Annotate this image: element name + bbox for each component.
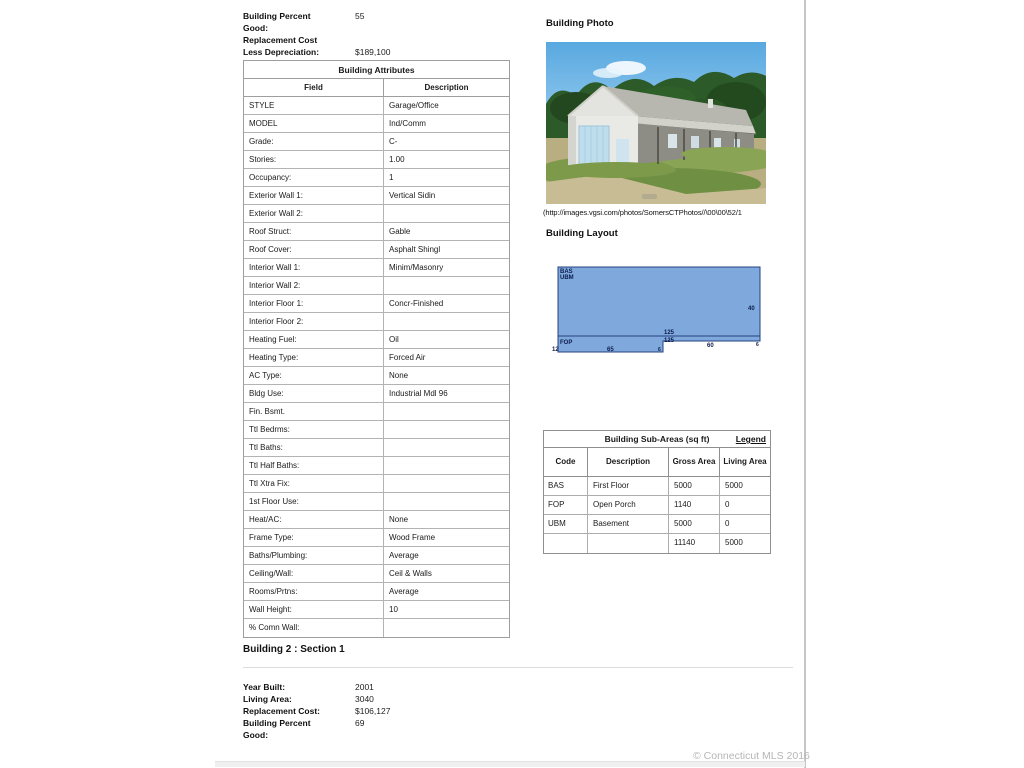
layout-dim-seg-left: 65 bbox=[607, 347, 614, 353]
field-cell: Ceiling/Wall: bbox=[244, 565, 384, 582]
table-row bbox=[244, 529, 509, 547]
code-cell: UBM bbox=[544, 515, 588, 533]
info-row bbox=[243, 693, 503, 705]
info-label: Building Percent Good: bbox=[243, 718, 311, 740]
living-area-cell: 0 bbox=[725, 500, 730, 509]
table-row bbox=[544, 477, 770, 496]
field-cell: AC Type: bbox=[244, 367, 384, 384]
building-attributes-table bbox=[243, 60, 510, 638]
table-row bbox=[244, 349, 509, 367]
field-cell: % Comn Wall: bbox=[244, 619, 384, 637]
layout-dim-depth-step: 6 bbox=[658, 347, 661, 353]
summary-label: Replacement Cost Less Depreciation: bbox=[243, 35, 320, 57]
value-cell: 10 bbox=[389, 605, 398, 614]
value-cell bbox=[384, 493, 509, 510]
field-cell: Occupancy: bbox=[244, 169, 384, 186]
building-layout-sketch bbox=[552, 262, 767, 357]
info-row bbox=[243, 681, 503, 693]
value-cell: Ceil & Walls bbox=[389, 569, 432, 578]
column-header-description: Description bbox=[424, 83, 469, 92]
value-cell: None bbox=[389, 371, 409, 380]
gross-area-total-cell: 11140 bbox=[669, 534, 720, 553]
field-cell: Baths/Plumbing: bbox=[244, 547, 384, 564]
summary-label: Building Percent Good: bbox=[243, 11, 311, 33]
field-cell: Frame Type: bbox=[244, 529, 384, 546]
table-row bbox=[244, 331, 509, 349]
value-cell: Gable bbox=[389, 227, 411, 236]
table-row bbox=[244, 115, 509, 133]
table-row bbox=[244, 259, 509, 277]
value-cell bbox=[384, 421, 509, 438]
code-cell: FOP bbox=[544, 496, 588, 514]
summary-row bbox=[243, 10, 503, 34]
field-cell: Wall Height: bbox=[244, 601, 384, 618]
table-row bbox=[244, 583, 509, 601]
value-cell bbox=[384, 619, 509, 637]
column-header-code: Code bbox=[544, 448, 588, 476]
field-cell: Heat/AC: bbox=[244, 511, 384, 528]
table-row bbox=[244, 403, 509, 421]
table-row bbox=[244, 187, 509, 205]
value-cell: Asphalt Shingl bbox=[389, 245, 441, 254]
field-cell: Rooms/Prtns: bbox=[244, 583, 384, 600]
table-row bbox=[244, 295, 509, 313]
value-cell: Forced Air bbox=[389, 353, 426, 362]
living-area-cell: 0 bbox=[725, 519, 730, 528]
description-cell: First Floor bbox=[588, 477, 669, 495]
living-area-cell: 5000 bbox=[725, 481, 743, 490]
field-cell: MODEL bbox=[244, 115, 384, 132]
table-total-row bbox=[544, 534, 770, 553]
building2-heading: Building 2 : Section 1 bbox=[243, 644, 345, 655]
layout-dim-depth-right: 6 bbox=[756, 342, 759, 348]
field-cell: Stories: bbox=[244, 151, 384, 168]
value-cell: Oil bbox=[389, 335, 399, 344]
gross-area-cell: 5000 bbox=[669, 477, 720, 495]
field-cell: Interior Wall 2: bbox=[244, 277, 384, 294]
field-cell: Bldg Use: bbox=[244, 385, 384, 402]
value-cell: Ind/Comm bbox=[389, 119, 426, 128]
value-cell: Average bbox=[389, 551, 419, 560]
info-row bbox=[243, 705, 503, 717]
column-header-gross-area: Gross Area bbox=[669, 448, 720, 476]
info-value: $106,127 bbox=[355, 706, 391, 716]
value-cell: Wood Frame bbox=[389, 533, 436, 542]
field-cell: Ttl Baths: bbox=[244, 439, 384, 456]
field-cell: Roof Cover: bbox=[244, 241, 384, 258]
value-cell: Vertical Sidin bbox=[389, 191, 436, 200]
building-subareas-table bbox=[543, 430, 771, 554]
table-row bbox=[244, 385, 509, 403]
value-cell: 1 bbox=[389, 173, 394, 182]
field-cell: Fin. Bsmt. bbox=[244, 403, 384, 420]
value-cell bbox=[384, 313, 509, 330]
vertical-scrollbar[interactable] bbox=[804, 0, 806, 768]
layout-label-fop: FOP bbox=[560, 340, 573, 346]
summary-value: 55 bbox=[355, 11, 365, 21]
field-cell: Interior Floor 2: bbox=[244, 313, 384, 330]
field-cell: Heating Fuel: bbox=[244, 331, 384, 348]
column-header-living-area: Living Area bbox=[723, 457, 767, 466]
section-divider bbox=[243, 667, 793, 668]
photo-garage-door bbox=[579, 126, 609, 168]
field-cell: Roof Struct: bbox=[244, 223, 384, 240]
field-cell: Heating Type: bbox=[244, 349, 384, 366]
value-cell: Industrial Mdl 96 bbox=[389, 389, 448, 398]
subareas-table-header bbox=[544, 448, 770, 477]
table-row bbox=[244, 421, 509, 439]
subareas-table-title-row bbox=[544, 431, 770, 448]
building-layout-heading: Building Layout bbox=[546, 228, 618, 239]
field-cell: Grade: bbox=[244, 133, 384, 150]
gross-area-cell: 1140 bbox=[669, 496, 720, 514]
living-area-total-cell: 5000 bbox=[725, 538, 743, 547]
column-header-description: Description bbox=[588, 448, 669, 476]
field-cell: Interior Floor 1: bbox=[244, 295, 384, 312]
table-row bbox=[244, 601, 509, 619]
value-cell bbox=[384, 277, 509, 294]
table-row bbox=[244, 223, 509, 241]
table-row bbox=[244, 169, 509, 187]
description-cell: Basement bbox=[588, 515, 669, 533]
copyright-notice: © Connecticut MLS 2016 bbox=[693, 750, 810, 762]
table-row bbox=[244, 565, 509, 583]
field-cell: Ttl Xtra Fix: bbox=[244, 475, 384, 492]
table-row bbox=[244, 277, 509, 295]
attributes-table-header bbox=[244, 79, 509, 97]
field-cell: STYLE bbox=[244, 97, 384, 114]
value-cell: C- bbox=[389, 137, 398, 146]
value-cell bbox=[384, 457, 509, 474]
table-row bbox=[244, 547, 509, 565]
layout-dim-seg-right: 60 bbox=[707, 343, 714, 349]
column-header-field: Field bbox=[244, 79, 384, 96]
value-cell bbox=[384, 403, 509, 420]
table-row bbox=[244, 205, 509, 223]
value-cell: Concr-Finished bbox=[389, 299, 444, 308]
table-row bbox=[244, 493, 509, 511]
layout-dim-depth-left: 12 bbox=[552, 347, 559, 353]
value-cell bbox=[384, 205, 509, 222]
legend-link[interactable]: Legend bbox=[735, 434, 766, 444]
gross-area-cell: 5000 bbox=[669, 515, 720, 533]
table-row bbox=[544, 496, 770, 515]
table-row bbox=[244, 511, 509, 529]
table-row bbox=[244, 151, 509, 169]
info-value: 2001 bbox=[355, 682, 374, 692]
info-label: Replacement Cost: bbox=[243, 706, 320, 716]
value-cell: 1.00 bbox=[389, 155, 405, 164]
info-label: Living Area: bbox=[243, 694, 292, 704]
table-row bbox=[244, 241, 509, 259]
table-row bbox=[244, 439, 509, 457]
field-cell: Exterior Wall 1: bbox=[244, 187, 384, 204]
table-row bbox=[244, 619, 509, 637]
layout-label-ubm: UBM bbox=[560, 275, 574, 281]
info-value: 69 bbox=[355, 718, 365, 728]
table-row bbox=[244, 133, 509, 151]
value-cell: Minim/Masonry bbox=[389, 263, 444, 272]
summary-row bbox=[243, 34, 503, 58]
table-row bbox=[244, 457, 509, 475]
table-row bbox=[244, 475, 509, 493]
table-row bbox=[244, 97, 509, 115]
subareas-table-title: Building Sub-Areas (sq ft) bbox=[604, 434, 710, 444]
field-cell: Exterior Wall 2: bbox=[244, 205, 384, 222]
field-cell: Ttl Half Baths: bbox=[244, 457, 384, 474]
code-cell: BAS bbox=[544, 477, 588, 495]
layout-dim-height-right: 40 bbox=[748, 306, 755, 312]
description-cell: Open Porch bbox=[588, 496, 669, 514]
photo-caption-url: (http://images.vgsi.com/photos/SomersCTPhotos//\00\00\52/1 bbox=[543, 208, 742, 217]
layout-dim-width-top: 125 bbox=[664, 330, 675, 336]
field-cell: Ttl Bedrms: bbox=[244, 421, 384, 438]
layout-footprint bbox=[558, 267, 760, 352]
info-label: Year Built: bbox=[243, 682, 286, 692]
value-cell: None bbox=[389, 515, 409, 524]
layout-label-bas: BAS bbox=[560, 269, 573, 275]
field-cell: Interior Wall 1: bbox=[244, 259, 384, 276]
value-cell: Average bbox=[389, 587, 419, 596]
description-cell bbox=[588, 534, 669, 553]
value-cell bbox=[384, 475, 509, 492]
value-cell: Garage/Office bbox=[389, 101, 439, 110]
layout-dim-width-bottom: 125 bbox=[664, 338, 675, 344]
info-value: 3040 bbox=[355, 694, 374, 704]
value-cell bbox=[384, 439, 509, 456]
info-row bbox=[243, 717, 503, 741]
attributes-table-title: Building Attributes bbox=[244, 61, 509, 79]
table-row bbox=[544, 515, 770, 534]
field-cell: 1st Floor Use: bbox=[244, 493, 384, 510]
table-row bbox=[244, 313, 509, 331]
building-photo-image bbox=[546, 42, 766, 204]
code-cell bbox=[544, 534, 588, 553]
table-row bbox=[244, 367, 509, 385]
building-photo-heading: Building Photo bbox=[546, 18, 614, 29]
summary-value: $189,100 bbox=[355, 47, 391, 57]
